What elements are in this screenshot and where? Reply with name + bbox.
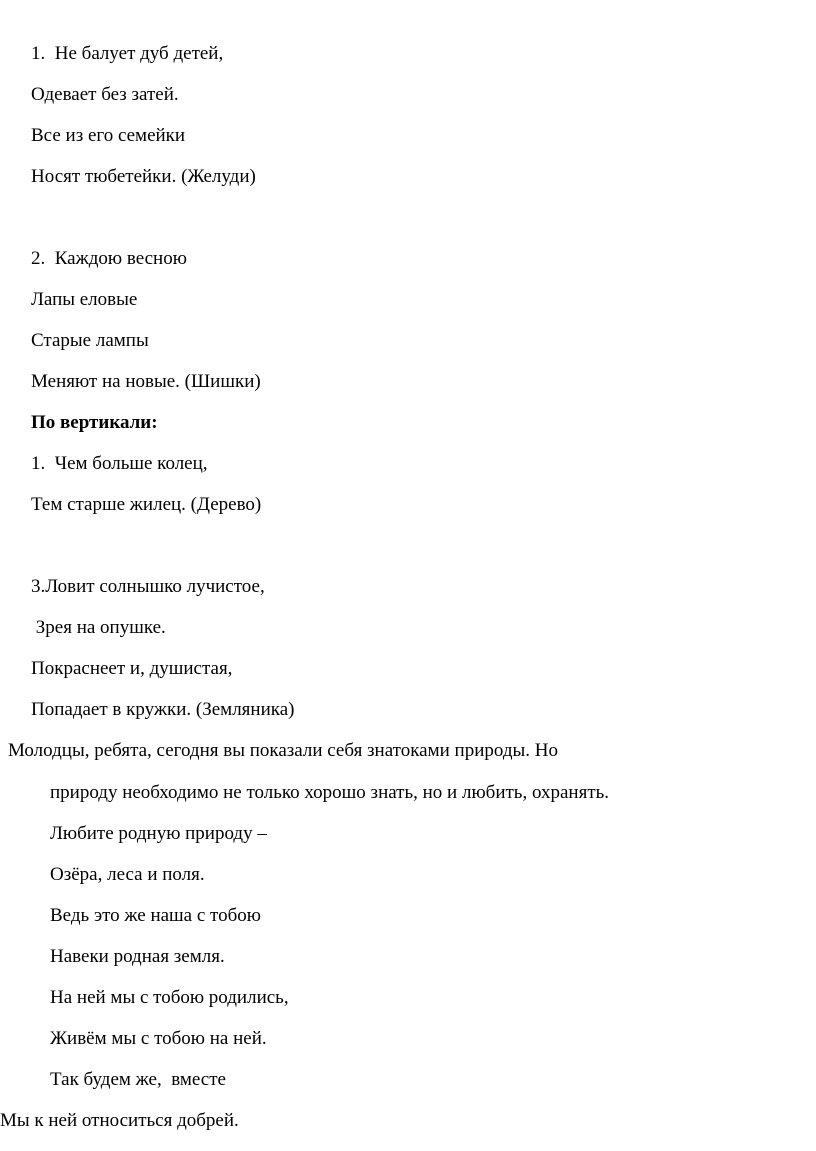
- closing-paragraph-line1: Молодцы, ребята, сегодня вы показали себя знатоками природы. Но: [8, 740, 558, 761]
- riddle3-line4: Попадает в кружки. (Земляника): [31, 699, 295, 720]
- poem-line: Ведь это же наша с тобою: [50, 905, 261, 926]
- riddle2-line1: 2. Каждою весною: [31, 248, 187, 269]
- riddle3-line3: Покраснеет и, душистая,: [31, 658, 233, 679]
- poem-line: Мы к ней относиться добрей.: [0, 1110, 239, 1131]
- vertical1-line1: 1. Чем больше колец,: [31, 453, 208, 474]
- poem-line: Озёра, леса и поля.: [50, 864, 205, 885]
- riddle1-line4: Носят тюбетейки. (Желуди): [31, 166, 256, 187]
- poem-line: На ней мы с тобою родились,: [50, 987, 289, 1008]
- riddle1-line3: Все из его семейки: [31, 125, 186, 146]
- riddle3-line1: 3.Ловит солнышко лучистое,: [31, 576, 265, 597]
- poem-line: Любите родную природу –: [50, 823, 267, 844]
- vertical-heading: По вертикали:: [31, 412, 158, 433]
- riddle2-line3: Старые лампы: [31, 330, 149, 351]
- poem-line: Так будем же, вместе: [50, 1069, 226, 1090]
- riddle1-line1: 1. Не балует дуб детей,: [31, 43, 224, 64]
- poem-line: Живём мы с тобою на ней.: [50, 1028, 267, 1049]
- vertical1-line2: Тем старше жилец. (Дерево): [31, 494, 262, 515]
- riddle3-line2: Зрея на опушке.: [31, 617, 166, 638]
- riddle2-line2: Лапы еловые: [31, 289, 138, 310]
- poem-line: Навеки родная земля.: [50, 946, 225, 967]
- riddle1-line2: Одевает без затей.: [31, 84, 179, 105]
- closing-paragraph-line2: природу необходимо не только хорошо знать, но и любить, охранять.: [50, 782, 610, 803]
- riddle2-line4: Меняют на новые. (Шишки): [31, 371, 261, 392]
